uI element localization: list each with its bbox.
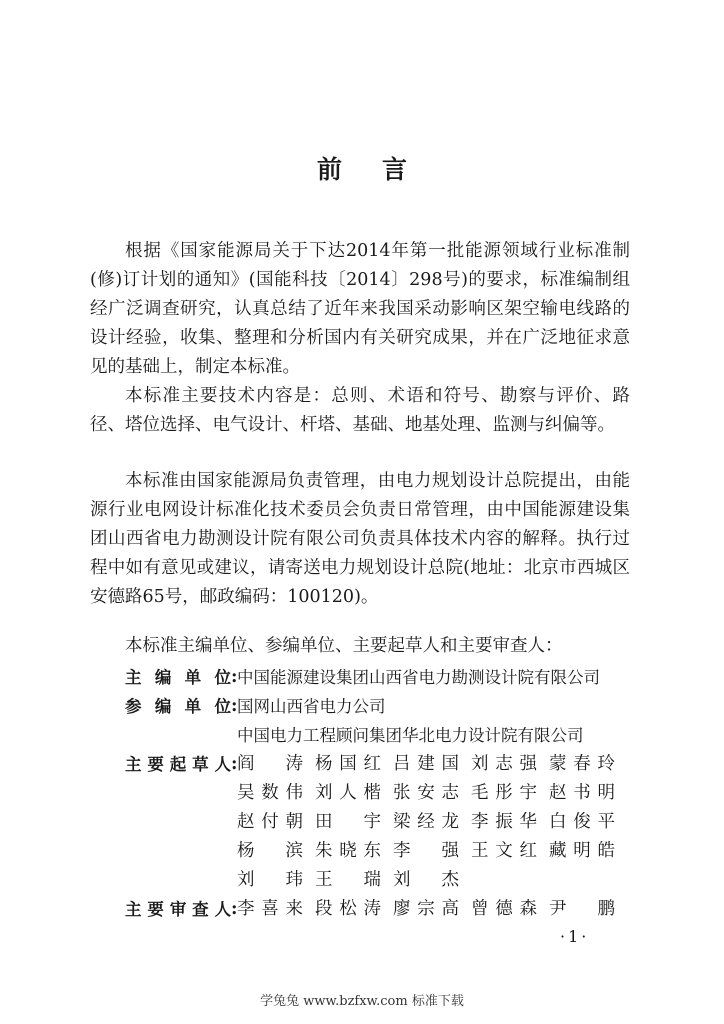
drafters-label: 主要起草人 bbox=[125, 755, 231, 774]
drafter-name: 赵付朝 bbox=[237, 812, 303, 832]
reviewer-name: 廖宗高 bbox=[393, 899, 459, 919]
drafter-name: 张安志 bbox=[393, 783, 459, 803]
page-number: ·1· bbox=[560, 927, 590, 946]
preface-paragraph-contributors-intro: 本标准主编单位、参编单位、主要起草人和主要审查人： bbox=[125, 636, 563, 656]
participating-units-row bbox=[125, 692, 685, 750]
drafter-name: 杨滨 bbox=[237, 841, 303, 861]
drafter-name: 梁经龙 bbox=[393, 812, 459, 832]
drafter-name: 王瑞 bbox=[315, 870, 381, 890]
drafter-name: 刘人楷 bbox=[315, 783, 381, 803]
preface-paragraph-basis: 根据《国家能源局关于下达2014年第一批能源领域行业标准制(修)订计划的通知》(国能科技〔2014〕298号)的要求，标准编制组经广泛调查研究，认真总结了近年来我国采动影响区架空输电线路的设计经验，收集、整理和分析国内有关研究成果，并在广泛地征求意见的基础上，制定本标准。 bbox=[90, 241, 630, 377]
drafter-name: 赵书明 bbox=[549, 783, 615, 803]
drafter-name: 李强 bbox=[393, 841, 459, 861]
participating-unit-name: 中国电力工程顾问集团华北电力设计院有限公司 bbox=[237, 726, 584, 745]
drafter-name: 王文红 bbox=[471, 841, 537, 861]
drafter-name: 吕建国 bbox=[393, 754, 459, 774]
chief-unit-values bbox=[237, 663, 685, 692]
drafter-name: 刘玮 bbox=[237, 870, 303, 890]
reviewers-row bbox=[125, 895, 685, 924]
participating-units-values bbox=[237, 692, 685, 750]
reviewer-name: 李喜来 bbox=[237, 899, 303, 919]
drafters-colon: : bbox=[231, 754, 238, 774]
chief-unit-label: 主编单位 bbox=[125, 668, 231, 687]
reviewers-colon: : bbox=[231, 899, 238, 919]
drafter-name: 白俊平 bbox=[549, 812, 615, 832]
reviewer-name: 尹鹏 bbox=[549, 899, 615, 919]
chief-unit-name: 中国能源建设集团山西省电力勘测设计院有限公司 bbox=[237, 668, 600, 687]
preface-paragraph-contents: 本标准主要技术内容是：总则、术语和符号、勘察与评价、路径、塔位选择、电气设计、杆塔、基础、地基处理、监测与纠偏等。 bbox=[90, 386, 630, 435]
reviewer-name: 段松涛 bbox=[315, 899, 381, 919]
contributors-list bbox=[125, 663, 685, 924]
drafters-row bbox=[125, 750, 685, 895]
watermark-footer: 学兔兔 www.bzfxw.com 标准下载 bbox=[260, 994, 464, 1009]
reviewer-name: 曾德森 bbox=[471, 899, 537, 919]
drafter-name: 田宇 bbox=[315, 812, 381, 832]
drafter-name: 李振华 bbox=[471, 812, 537, 832]
drafter-names bbox=[237, 750, 685, 895]
participating-unit-name: 国网山西省电力公司 bbox=[237, 697, 386, 716]
drafter-name: 吴数伟 bbox=[237, 783, 303, 803]
participating-units-label: 参编单位 bbox=[125, 697, 231, 716]
drafter-name: 蒙春玲 bbox=[549, 754, 615, 774]
reviewer-names bbox=[237, 895, 685, 924]
preface-paragraph-management: 本标准由国家能源局负责管理，由电力规划设计总院提出，由能源行业电网设计标准化技术委员会负责日常管理，由中国能源建设集团山西省电力勘测设计院有限公司负责具体技术内容的解释。执行过程中如有意见或建议，请寄送电力规划设计总院(地址：北京市西城区安德路65号，邮政编码：100120)。 bbox=[90, 471, 630, 607]
page-title: 前言 bbox=[316, 155, 447, 184]
drafter-name: 阎涛 bbox=[237, 754, 303, 774]
drafter-name: 藏明皓 bbox=[549, 841, 615, 861]
drafter-name: 朱晓东 bbox=[315, 841, 381, 861]
drafter-name: 杨国红 bbox=[315, 754, 381, 774]
participating-units-colon: : bbox=[231, 696, 238, 716]
chief-unit-row bbox=[125, 663, 685, 692]
drafter-name: 刘志强 bbox=[471, 754, 537, 774]
chief-unit-colon: : bbox=[231, 667, 238, 687]
drafter-name: 毛彤宇 bbox=[471, 783, 537, 803]
drafter-name: 刘杰 bbox=[393, 870, 459, 890]
reviewers-label: 主要审查人 bbox=[125, 900, 231, 919]
